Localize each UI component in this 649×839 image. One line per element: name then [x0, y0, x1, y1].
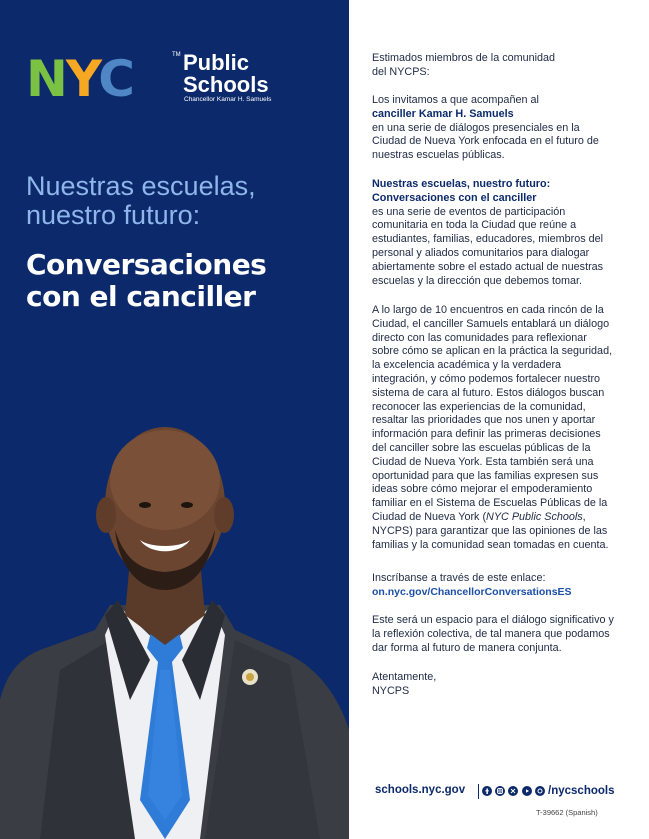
text-line: Ciudad, el canciller Samuels entablará un diálogo: [372, 317, 610, 330]
text-line: familias y la comunidad sean tomadas en cuenta.: [372, 538, 609, 551]
text-line: ideas sobre cómo mejorar el empoderamiento: [372, 483, 593, 496]
text-line: abiertamente sobre el estado actual de nuestras: [372, 260, 604, 273]
logo-public-schools: [183, 52, 269, 96]
text-line: Ciudad de Nueva York enfocada en el futuro de: [372, 135, 599, 148]
text-line: Los invitamos a que acompañen al: [372, 94, 539, 106]
italic-text: NYC Public Schools: [486, 510, 583, 523]
logo-schools: Schools: [183, 72, 269, 97]
text-line: Inscríbanse a través de este enlace:: [372, 572, 546, 584]
greeting-line: del NYCPS:: [372, 65, 430, 78]
threads-icon[interactable]: [535, 786, 545, 796]
text-line: es una serie de eventos de participación: [372, 205, 566, 218]
instagram-icon[interactable]: [495, 786, 505, 796]
footer: [375, 784, 635, 802]
letter-paragraph-4: [372, 572, 622, 600]
closing-line: Atentamente,: [372, 671, 437, 683]
headline-line-3: Conversaciones: [26, 248, 267, 281]
series-title: Nuestras escuelas, nuestro futuro:: [372, 178, 551, 190]
logo-chancellor-subtitle: Chancellor Kamar H. Samuels: [184, 96, 272, 103]
logo-public: Public: [183, 50, 250, 75]
text-line: estudiantes, familias, educadores, miembros del: [372, 233, 604, 246]
text-line: [372, 511, 622, 525]
footer-divider: [478, 784, 479, 799]
text-line: dar forma al futuro de manera conjunta.: [372, 641, 562, 654]
greeting-line: Estimados miembros de la comunidad: [372, 52, 556, 64]
signature-line: NYCPS: [372, 684, 410, 697]
text-line: personal y aliados comunitarios para dialogar: [372, 246, 590, 259]
text-line: la reflexión colectiva, de tal manera que podamos: [372, 627, 610, 640]
text-line: NYCPS) para garantizar que las opiniones de las: [372, 524, 608, 537]
headline-secondary: [26, 249, 346, 313]
text-line: A lo largo de 10 encuentros en cada rincón de la: [372, 304, 604, 316]
text-span: Ciudad de Nueva York (: [372, 510, 487, 523]
letter-paragraph-3: [372, 304, 622, 552]
letter-closing: [372, 671, 622, 699]
letter-paragraph-1: [372, 94, 622, 163]
text-line: sobre cómo se aplican en la práctica la seguridad,: [372, 345, 613, 358]
document-code: T-39662 (Spanish): [536, 808, 598, 817]
text-line: la excelencia académica y la verdadera: [372, 359, 562, 372]
social-handle[interactable]: /nycschools: [548, 785, 615, 797]
text-line: familiar en el Sistema de Escuelas Públicas de la: [372, 497, 608, 510]
text-line: reconocer las experiencias de la comunidad,: [372, 400, 586, 413]
series-subtitle: Conversaciones con el canciller: [372, 191, 537, 204]
youtube-icon[interactable]: [522, 786, 532, 796]
text-line: oportunidad para que las familias expresen sus: [372, 469, 599, 482]
letter-greeting: [372, 52, 622, 80]
text-line: información para definir las primeras decisiones: [372, 428, 601, 441]
text-line: directo con las comunidades para reflexionar: [372, 331, 587, 344]
nycps-logo: [26, 52, 296, 112]
logo-trademark: TM: [172, 52, 181, 58]
text-line: escuelas y la dirección que debemos tomar.: [372, 274, 583, 287]
letter-paragraph-2: [372, 178, 622, 288]
text-line: Ciudad de Nueva York. Esta también será una: [372, 455, 594, 468]
social-links: [482, 785, 614, 797]
text-line: sistema de cara al futuro. Estos diálogos buscan: [372, 386, 605, 399]
headline-line-2: nuestro futuro:: [26, 200, 201, 230]
logo-letter-c: C: [98, 50, 133, 108]
registration-link[interactable]: on.nyc.gov/ChancellorConversationsES: [372, 585, 572, 598]
text-line: en una serie de diálogos presenciales en la: [372, 121, 580, 134]
text-line: Este será un espacio para el diálogo significativo y: [372, 614, 614, 626]
facebook-icon[interactable]: [482, 786, 492, 796]
text-line: comunitaria en toda la Ciudad que reúne a: [372, 219, 577, 232]
text-line: nuestras escuelas públicas.: [372, 149, 505, 162]
headline-primary: [26, 172, 346, 230]
logo-letter-y: Y: [65, 50, 99, 108]
text-line: del canciller sobre las escuelas públicas de la: [372, 441, 591, 454]
headline-line-4: con el canciller: [26, 280, 256, 313]
headline-line-1: Nuestras escuelas,: [26, 171, 256, 201]
letter-paragraph-5: [372, 614, 622, 655]
text-line: integración, y cómo podemos fortalecer nuestro: [372, 372, 601, 385]
chancellor-name: canciller Kamar H. Samuels: [372, 107, 514, 120]
chancellor-portrait: [0, 400, 349, 839]
x-icon[interactable]: [508, 786, 518, 796]
nyc-wordmark: [26, 52, 133, 106]
text-line: resaltar las prioridades que nos unen y aportar: [372, 414, 596, 427]
logo-letter-n: N: [26, 50, 66, 108]
text-span: ,: [582, 510, 586, 523]
website-link[interactable]: schools.nyc.gov: [375, 784, 466, 796]
